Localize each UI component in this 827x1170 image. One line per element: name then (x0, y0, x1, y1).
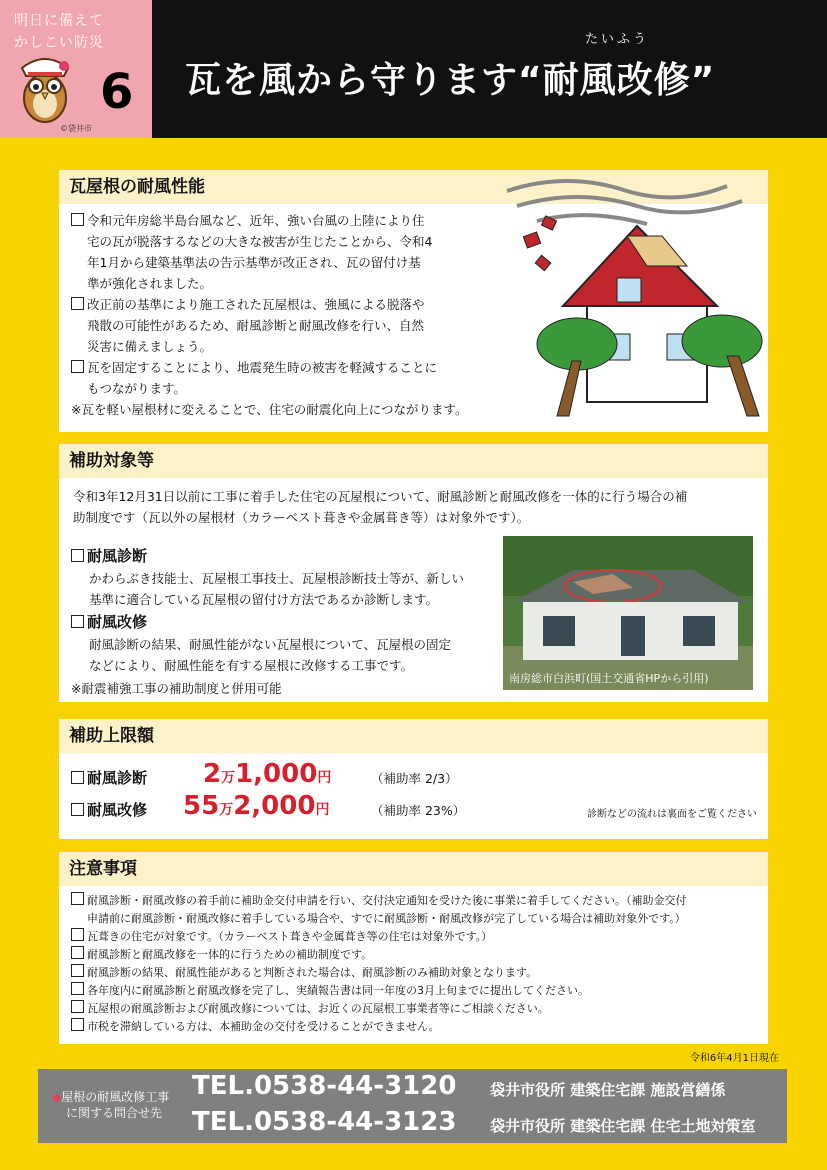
subsidy-label: 耐風診断 (87, 769, 148, 787)
item-line: 瓦を固定することにより、地震発生時の被害を軽減することに (87, 360, 438, 375)
notes-section (59, 852, 768, 1044)
item-line: 宅の瓦が脱落するなどの大きな被害が生じたことから、令和4 (87, 234, 433, 249)
bullet-icon: ◆ (52, 1090, 62, 1104)
subsidy-label: 耐風改修 (87, 801, 148, 819)
list-item (71, 982, 761, 1000)
checkbox-icon (71, 982, 84, 995)
item-line: などにより、耐風性能を有する屋根に改修する工事です。 (89, 658, 414, 673)
checkbox-icon (71, 1000, 84, 1013)
damaged-roof-photo (503, 536, 753, 690)
subsidy-rate: （補助率 23%） (371, 803, 466, 818)
list-item (71, 892, 761, 910)
wind-resistance-list (71, 210, 471, 417)
amount-unit: 円 (317, 770, 332, 786)
section-title: 補助上限額 (59, 719, 768, 753)
item-line: もつながります。 (87, 381, 187, 396)
checkbox-icon (71, 946, 84, 959)
page-title: 瓦を風から守ります“耐風改修” (185, 60, 716, 101)
contact-label-line: に関する問合せ先 (66, 1106, 163, 1120)
amount-unit: 円 (315, 802, 330, 818)
item-line: 耐風診断の結果、耐風性能がない瓦屋根について、瓦屋根の固定 (89, 637, 452, 652)
note-line: 耐風診断と耐風改修を一体的に行うための補助制度です。 (87, 948, 373, 961)
wind-resistance-section (59, 170, 768, 432)
checkbox-icon (71, 615, 84, 628)
subsidy-rate: （補助率 2/3） (371, 771, 458, 786)
list-item (71, 210, 471, 294)
note-line: 耐風診断・耐風改修の着手前に補助金交付申請を行い、交付決定通知を受けた後に事業に着手してください。（補助金交付 (87, 894, 687, 907)
house-in-wind-illustration (477, 166, 767, 428)
note-line: 申請前に耐風診断・耐風改修に着手している場合や、すでに耐風診断・耐風改修が完了している場合は補助対象外です。） (87, 912, 686, 925)
checkbox-icon (71, 1018, 84, 1031)
checkbox-icon (71, 803, 84, 816)
phone-number-link[interactable]: TEL.0538-44-3123 (192, 1107, 457, 1137)
contact-label-line: 屋根の耐風改修工事 (61, 1090, 170, 1104)
notes-list (71, 892, 761, 1036)
section-title: 補助対象等 (59, 444, 768, 478)
diagnosis-heading: 耐風診断 (87, 547, 148, 565)
checkbox-icon (71, 213, 84, 226)
amount-digits: 55 (183, 791, 220, 821)
eligibility-section (59, 444, 768, 702)
amount-unit: 万 (221, 770, 236, 786)
checkbox-icon (71, 892, 84, 905)
eligibility-intro (73, 486, 763, 528)
note-line: 各年度内に耐風診断と耐風改修を完了し、実績報告書は同一年度の3月上旬までに提出してください。 (87, 984, 589, 997)
badge-number: 6 (100, 64, 134, 120)
list-item (71, 946, 761, 964)
amount-digits: 2,000 (233, 791, 316, 821)
amount-digits: 1,000 (235, 759, 318, 789)
list-item (71, 1000, 761, 1018)
contact-footer (38, 1069, 787, 1143)
checkbox-icon (71, 771, 84, 784)
repair-heading: 耐風改修 (87, 613, 148, 631)
eligibility-items (71, 544, 501, 696)
item-line: 災害に備えましょう。 (87, 339, 213, 354)
subsidy-rows (71, 759, 761, 827)
item-line: 年1月から建築基準法の告示基準が改正され、瓦の留付け基 (87, 255, 421, 270)
section-note: ※瓦を軽い屋根材に変えることで、住宅の耐震化向上につながります。 (71, 402, 468, 417)
contact-org: 袋井市役所 建築住宅課 施設営繕係 (490, 1081, 726, 1099)
phone-number-link[interactable]: TEL.0538-44-3120 (192, 1071, 457, 1101)
contact-label (52, 1089, 169, 1121)
list-item (71, 964, 761, 982)
badge-credit: ©袋井市 (60, 124, 92, 133)
item-line: 令和元年房総半島台風など、近年、強い台風の上陸により住 (87, 213, 425, 228)
badge-line-1: 明日に備えて (14, 13, 104, 29)
note-line: 瓦屋根の耐風診断および耐風改修については、お近くの瓦屋根工事業者等にご相談ください。 (87, 1002, 549, 1015)
note-line: 耐風診断の結果、耐風性能があると判断された場合は、耐風診断のみ補助対象となります。 (87, 966, 538, 979)
list-item (71, 928, 761, 946)
section-title: 注意事項 (59, 852, 768, 886)
series-badge (0, 0, 152, 138)
item-line: かわらぶき技能士、瓦屋根工事技士、瓦屋根診断技士等が、新しい (89, 571, 465, 586)
subsidy-row (71, 791, 761, 827)
item-line: 準が強化されました。 (87, 276, 213, 291)
note-line: 瓦葺きの住宅が対象です。（カラーベスト葺きや金属葺き等の住宅は対象外です。） (87, 930, 493, 943)
checkbox-icon (71, 297, 84, 310)
subsidy-limit-section (59, 719, 768, 839)
list-item (71, 357, 471, 399)
subsidy-amount (183, 791, 329, 821)
checkbox-icon (71, 549, 84, 562)
note-line: 市税を滞納している方は、本補助金の交付を受けることができません。 (87, 1020, 440, 1033)
item-line: 改正前の基準により施工された瓦屋根は、強風による脱落や (87, 297, 425, 312)
section-note: ※耐震補強工事の補助制度と併用可能 (71, 681, 282, 696)
list-item (71, 294, 471, 357)
flow-note: 診断などの流れは裏面をご覧ください (587, 809, 757, 820)
item-line: 飛散の可能性があるため、耐風診断と耐風改修を行い、自然 (87, 318, 425, 333)
checkbox-icon (71, 964, 84, 977)
amount-unit: 万 (219, 802, 234, 818)
header-bar (0, 0, 827, 138)
badge-line-2: かしこい防災 (14, 35, 104, 51)
issue-date: 令和6年4月1日現在 (689, 1053, 779, 1064)
section-title: 瓦屋根の耐風性能 (59, 170, 768, 204)
checkbox-icon (71, 928, 84, 941)
title-ruby: たいふう (585, 32, 650, 47)
photo-caption: 南房総市白浜町(国土交通省HPから引用) (509, 672, 709, 685)
checkbox-icon (71, 360, 84, 373)
list-item (71, 1018, 761, 1036)
intro-line: 助制度です（瓦以外の屋根材（カラーベスト葺きや金属葺き等）は対象外です）。 (73, 510, 530, 525)
item-line: 基準に適合している瓦屋根の留付け方法であるか診断します。 (89, 592, 439, 607)
subsidy-amount (203, 759, 331, 789)
roof-photo-icon (503, 536, 753, 690)
intro-line: 令和3年12月31日以前に工事に着手した住宅の瓦屋根について、耐風診断と耐風改修を一体的に行う場合の補 (73, 489, 688, 504)
owl-mascot-icon (16, 54, 74, 124)
contact-org: 袋井市役所 建築住宅課 住宅土地対策室 (490, 1117, 756, 1135)
subsidy-row (71, 759, 761, 795)
amount-digits: 2 (203, 759, 222, 789)
